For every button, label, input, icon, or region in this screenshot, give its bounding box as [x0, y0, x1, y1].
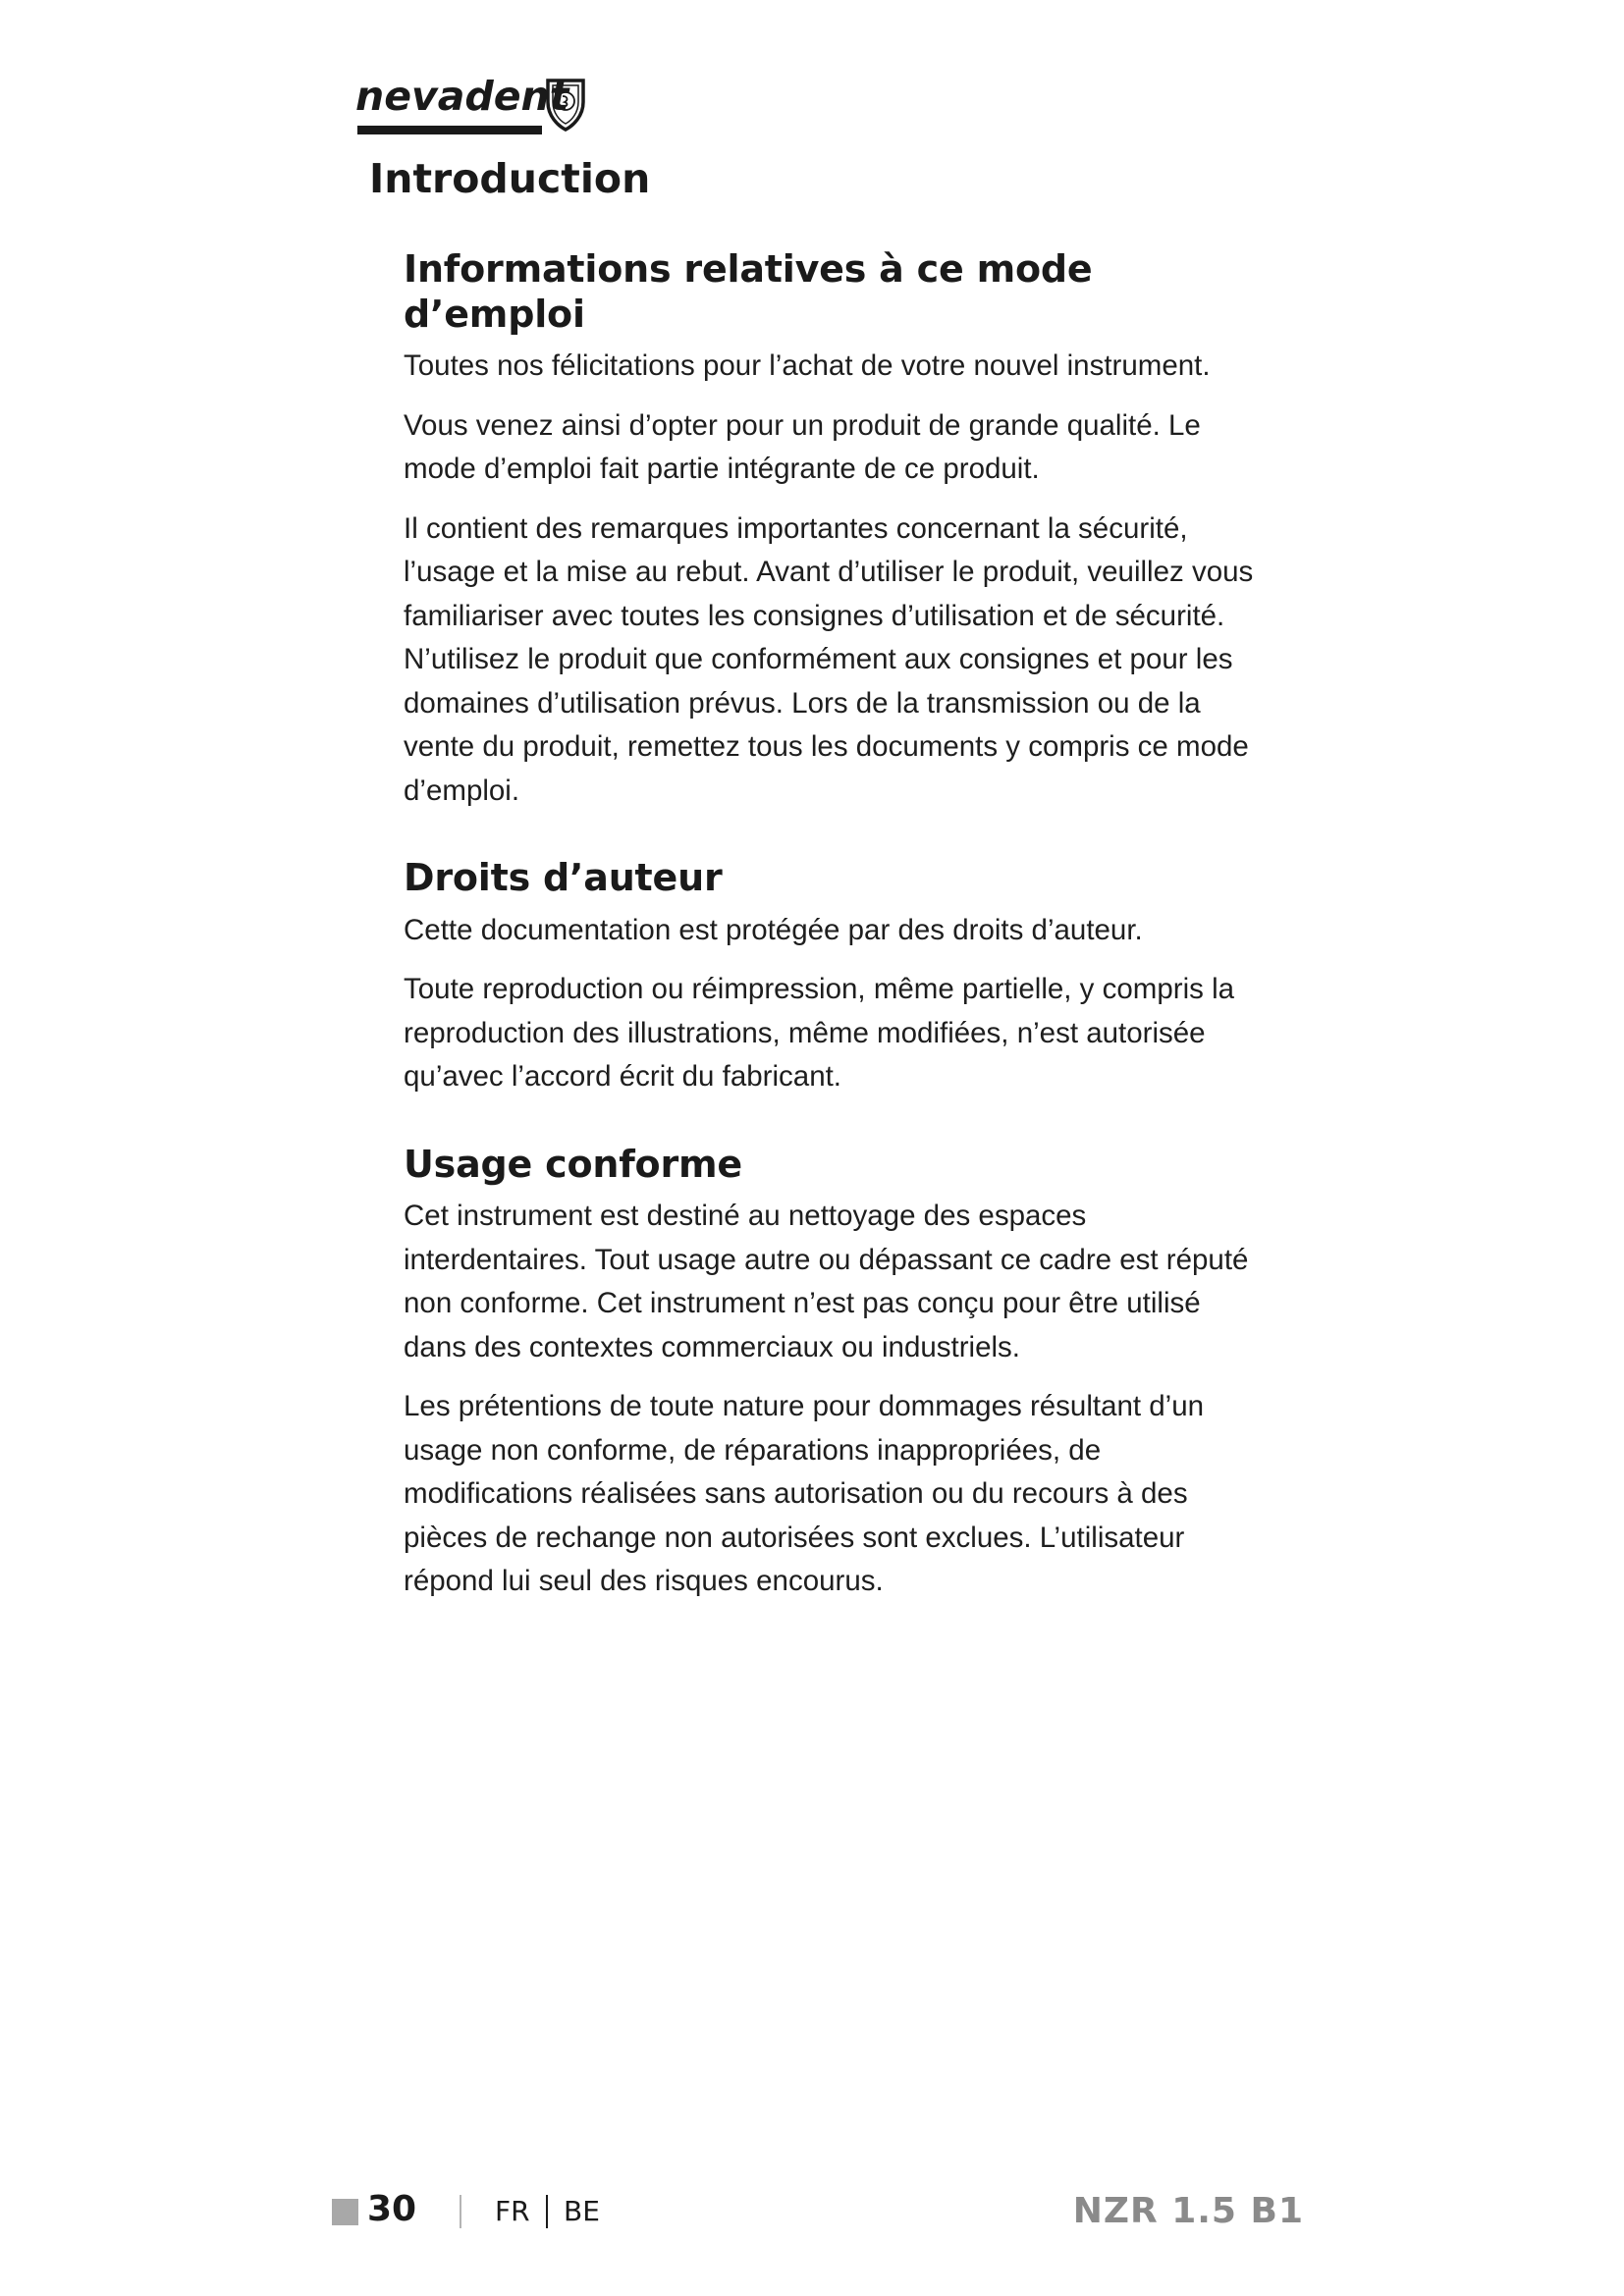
- paragraph: Cette documentation est protégée par des droits d’auteur.: [404, 913, 1143, 946]
- document-body: [404, 247, 1268, 1604]
- paragraph: Vous venez ainsi d’opter pour un produit de grande qualité. Le mode d’emploi fait partie intégrante de ce produit.: [404, 408, 1201, 486]
- heading-usage-conforme: Usage conforme: [404, 1142, 742, 1186]
- paragraph: Toute reproduction ou réimpression, même partielle, y compris la reproduction des illustrations, même modifiées, n’est autorisée qu’avec l’accord écrit du fabricant.: [404, 973, 1235, 1094]
- page-number: 30: [367, 2189, 417, 2229]
- section-gap: [404, 1099, 1268, 1143]
- heading-mode-emploi: Informations relatives à ce mode d’emploi: [404, 247, 1093, 336]
- paragraph: Les prétentions de toute nature pour dommages résultant d’un usage non conforme, de réparations inappropriées, de modifications réalisées sans autorisation ou du recours à des pièces de rechange non autorisées sont exclues. L’utilisateur répond lui seul des risques encourus.: [404, 1390, 1205, 1598]
- logo-wordmark: nevadent: [355, 73, 569, 120]
- logo-shield-icon: [544, 77, 587, 132]
- section-gap: [404, 813, 1268, 856]
- heading-droits-auteur: Droits d’auteur: [404, 856, 723, 900]
- footer-square-marker: [332, 2199, 358, 2225]
- footer-model-number: NZR 1.5 B1: [1072, 2191, 1304, 2231]
- footer-divider: [546, 2195, 548, 2228]
- page-footer: [332, 2187, 1304, 2234]
- logo-underline-bar: [357, 126, 542, 134]
- footer-divider: [460, 2195, 461, 2228]
- brand-logo: [355, 73, 621, 145]
- paragraph: Il contient des remarques importantes concernant la sécurité, l’usage et la mise au rebut. Avant d’utiliser le produit, veuillez vous familiariser avec toutes les consignes d’utilisation et de sécurité. N’utilisez le produit que conformément aux consignes et pour les domaines d’utilisation prévus. Lors de la transmission ou de la vente du produit, remettez tous les documents y compris ce mode d’emploi.: [404, 511, 1254, 807]
- footer-language: FR: [495, 2195, 530, 2227]
- paragraph: Cet instrument est destiné au nettoyage des espaces interdentaires. Tout usage autre ou dépassant ce cadre est réputé non conforme. Cet instrument n’est pas conçu pour être utilisé dans des contextes commerciaux ou industriels.: [404, 1200, 1249, 1363]
- paragraph: Toutes nos félicitations pour l’achat de votre nouvel instrument.: [404, 349, 1211, 383]
- section-title: Introduction: [369, 155, 651, 202]
- footer-country: BE: [564, 2195, 600, 2227]
